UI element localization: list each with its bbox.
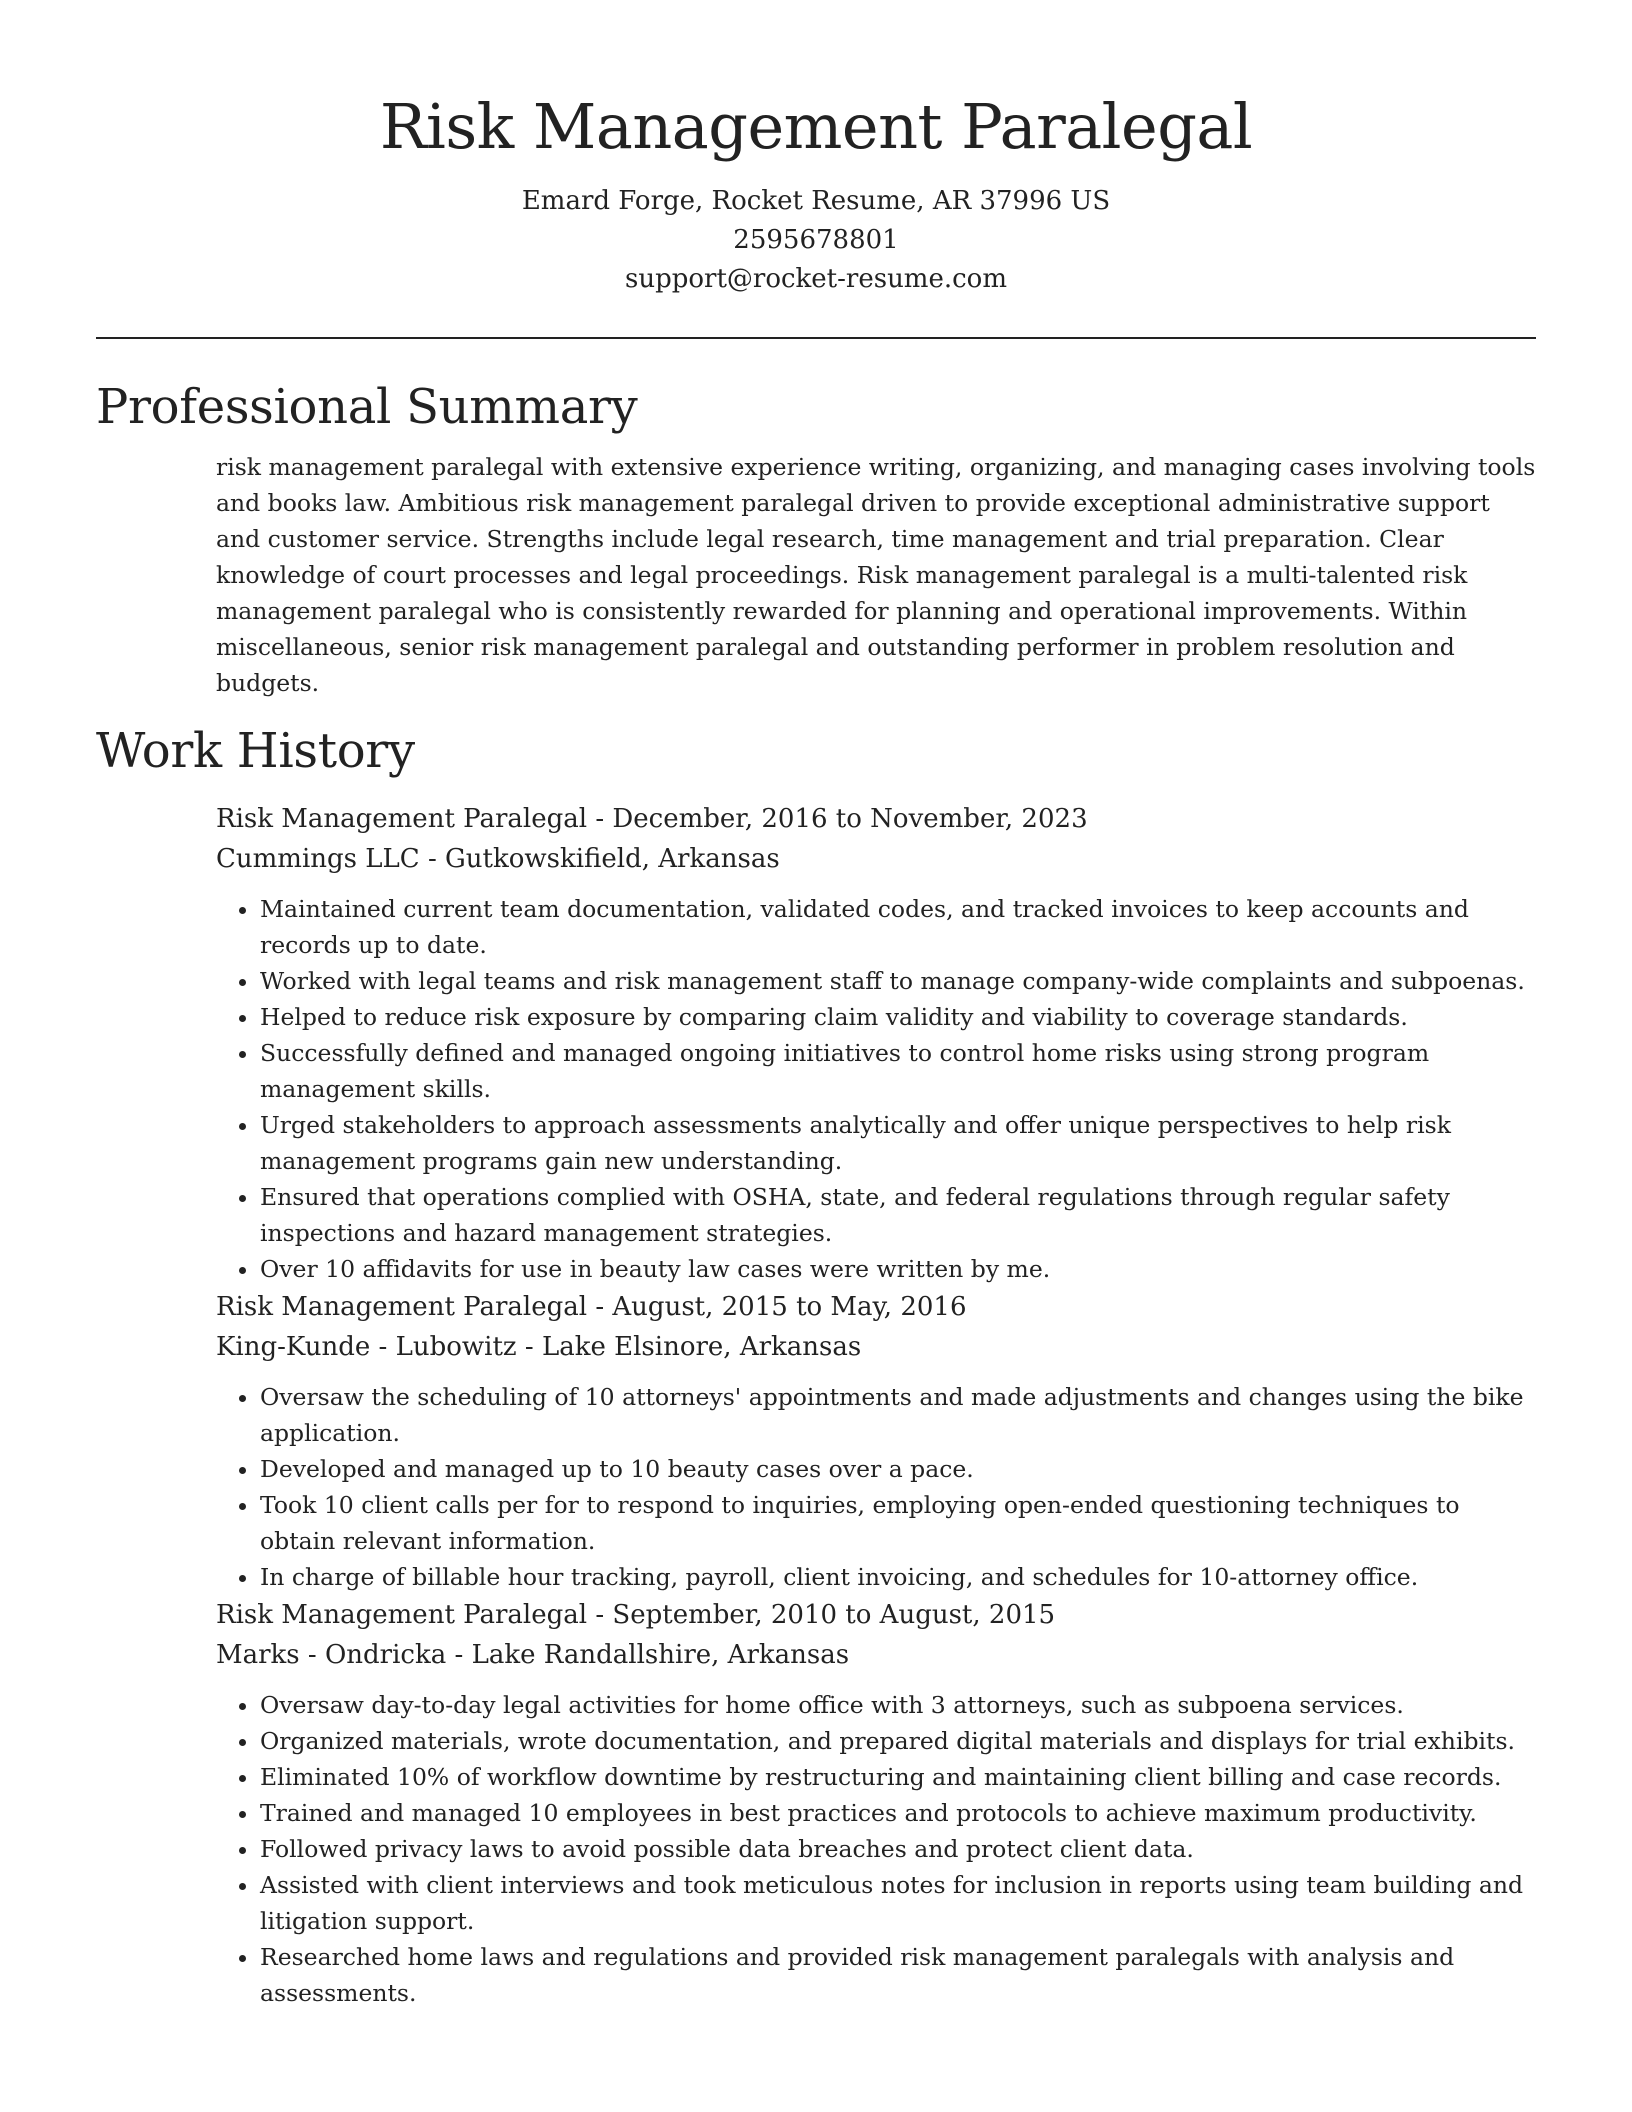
job-bullet: • Researched home laws and regulations and provided risk management paralegals with analysis and assessments. bbox=[260, 1939, 1536, 2011]
job-bullet: • Worked with legal teams and risk management staff to manage company-wide complaints and subpoenas. bbox=[260, 963, 1536, 999]
job-bullets bbox=[216, 1687, 1536, 2011]
job-role: Risk Management Paralegal bbox=[216, 804, 588, 834]
contact-block bbox=[96, 182, 1536, 299]
job-bullet: • In charge of billable hour tracking, payroll, client invoicing, and schedules for 10-attorney office. bbox=[260, 1559, 1536, 1595]
job-company: King-Kunde - Lubowitz bbox=[216, 1332, 517, 1362]
job-location: Lake Randallshire, Arkansas bbox=[471, 1640, 850, 1670]
job-dates: September, 2010 to August, 2015 bbox=[612, 1600, 1056, 1630]
resume-page bbox=[96, 0, 1536, 2011]
job-dates: December, 2016 to November, 2023 bbox=[612, 804, 1088, 834]
job-bullet: • Oversaw day-to-day legal activities for home office with 3 attorneys, such as subpoena services. bbox=[260, 1687, 1536, 1723]
job-bullet: • Assisted with client interviews and took meticulous notes for inclusion in reports using team building and litigation support. bbox=[260, 1867, 1536, 1939]
job-bullet: • Over 10 affidavits for use in beauty law cases were written by me. bbox=[260, 1251, 1536, 1287]
job-entry bbox=[216, 1287, 1536, 1595]
job-company-line: King-Kunde - Lubowitz - Lake Elsinore, Arkansas bbox=[216, 1332, 862, 1362]
contact-email: support@rocket-resume.com bbox=[624, 264, 1007, 294]
section-title-summary: Professional Summary bbox=[96, 379, 638, 435]
job-title-line: Risk Management Paralegal - August, 2015 to May, 2016 bbox=[216, 1292, 967, 1322]
summary-text: risk management paralegal with extensive experience writing, organizing, and managing cases involving tools and books law. Ambitious risk management paralegal driven to provide exceptional administrative support and customer service. Strengths include legal research, time management and trial preparation. Clear knowledge of court processes and legal proceedings. Risk management paralegal is a multi-talented risk management paralegal who is consistently rewarded for planning and operational improvements. Within miscellaneous, senior risk management paralegal and outstanding performer in problem resolution and budgets. bbox=[216, 453, 1536, 697]
summary-section bbox=[96, 449, 1536, 701]
job-bullet: • Developed and managed up to 10 beauty cases over a pace. bbox=[260, 1451, 1536, 1487]
job-title-line: Risk Management Paralegal - September, 2010 to August, 2015 bbox=[216, 1600, 1056, 1630]
job-bullet: • Urged stakeholders to approach assessments analytically and offer unique perspectives to help risk management programs gain new understanding. bbox=[260, 1107, 1536, 1179]
job-bullet: • Trained and managed 10 employees in best practices and protocols to achieve maximum productivity. bbox=[260, 1795, 1536, 1831]
job-company: Cummings LLC bbox=[216, 844, 420, 874]
job-title-line: Risk Management Paralegal - December, 2016 to November, 2023 bbox=[216, 804, 1088, 834]
job-bullet: • Helped to reduce risk exposure by comparing claim validity and viability to coverage standards. bbox=[260, 999, 1536, 1035]
job-company-line: Marks - Ondricka - Lake Randallshire, Arkansas bbox=[216, 1640, 850, 1670]
job-bullet: • Organized materials, wrote documentation, and prepared digital materials and displays for trial exhibits. bbox=[260, 1723, 1536, 1759]
job-bullet: • Ensured that operations complied with OSHA, state, and federal regulations through regular safety inspections and hazard management strategies. bbox=[260, 1179, 1536, 1251]
job-bullet: • Followed privacy laws to avoid possible data breaches and protect client data. bbox=[260, 1831, 1536, 1867]
job-dates: August, 2015 to May, 2016 bbox=[612, 1292, 967, 1322]
work-history-section bbox=[96, 799, 1536, 2011]
job-bullets bbox=[216, 891, 1536, 1287]
job-location: Gutkowskifield, Arkansas bbox=[445, 844, 780, 874]
job-location: Lake Elsinore, Arkansas bbox=[541, 1332, 862, 1362]
candidate-name: Risk Management Paralegal bbox=[379, 90, 1253, 163]
job-bullet: • Took 10 client calls per for to respond to inquiries, employing open-ended questioning techniques to obtain relevant information. bbox=[260, 1487, 1536, 1559]
job-role: Risk Management Paralegal bbox=[216, 1600, 588, 1630]
job-company: Marks - Ondricka bbox=[216, 1640, 447, 1670]
section-title-work-history: Work History bbox=[96, 723, 415, 779]
job-bullets bbox=[216, 1379, 1536, 1595]
job-company-line: Cummings LLC - Gutkowskifield, Arkansas bbox=[216, 844, 780, 874]
header-divider bbox=[96, 337, 1536, 339]
job-bullet: • Maintained current team documentation, validated codes, and tracked invoices to keep accounts and records up to date. bbox=[260, 891, 1536, 963]
job-bullet: • Oversaw the scheduling of 10 attorneys' appointments and made adjustments and changes using the bike application. bbox=[260, 1379, 1536, 1451]
contact-address: Emard Forge, Rocket Resume, AR 37996 US bbox=[521, 186, 1111, 216]
job-entry bbox=[216, 1595, 1536, 2011]
contact-phone: 2595678801 bbox=[733, 225, 899, 255]
job-bullet: • Eliminated 10% of workflow downtime by restructuring and maintaining client billing and case records. bbox=[260, 1759, 1536, 1795]
job-role: Risk Management Paralegal bbox=[216, 1292, 588, 1322]
job-bullet: • Successfully defined and managed ongoing initiatives to control home risks using strong program management skills. bbox=[260, 1035, 1536, 1107]
job-entry bbox=[216, 799, 1536, 1287]
